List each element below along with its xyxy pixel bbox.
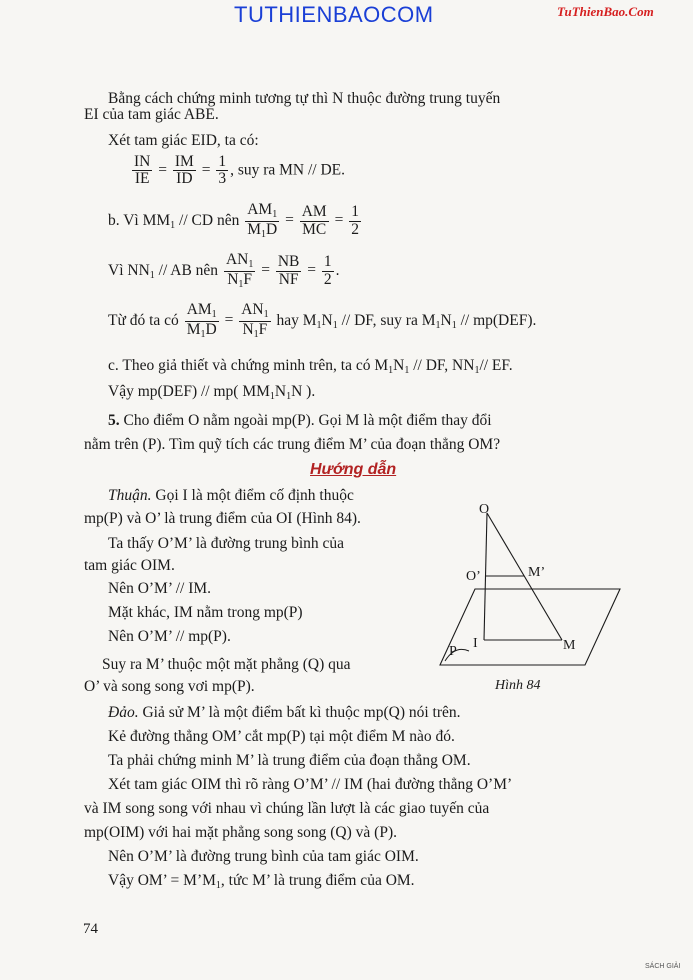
equation-4-line: Từ đó ta có $\frac{AM_1}{M_1D}$ = $\frac{AN_1}{N_1F}$ hay $M_1N_1$ // DF, suy ra $M_1N_1 // mp(DEF)$. xyxy=(108,301,537,340)
text-line: Mặt khác, IM nằm trong mp(P) xyxy=(108,604,303,621)
label-m-prime: M’ xyxy=(528,565,546,580)
label-o-prime: O’ xyxy=(466,569,481,584)
text-line: mp(P) và O’ là trung điểm của OI (Hình 84). xyxy=(84,510,361,527)
text-line: Vậy OM’ = $M’M_1$, tức M’ là trung điểm của OM. xyxy=(108,872,415,891)
text-line: Vậy mp(DEF) // mp( $MM_1N_1N$ ). xyxy=(108,383,316,402)
text-line: Nên O’M’ // IM. xyxy=(108,580,212,597)
text-line: Ta phải chứng minh M’ là trung điểm của đoạn thẳng OM. xyxy=(108,752,471,769)
label-p: P xyxy=(449,644,457,659)
text-line: O’ và song song vơi mp(P). xyxy=(84,678,255,695)
text-line: Thuận. Gọi I là một điểm cố định thuộc xyxy=(108,487,354,504)
text-line: Xét tam giác EID, ta có: xyxy=(108,132,259,149)
label-o: O xyxy=(479,502,490,517)
figure-84 xyxy=(435,495,635,695)
label-i: I xyxy=(473,636,478,651)
text-line: Đảo. Giả sử M’ là một điểm bất kì thuộc mp(Q) nói trên. xyxy=(108,704,461,721)
text-line: c. Theo giả thiết và chứng minh trên, ta có $M_1N_1$ // DF, $NN_1//$ EF. xyxy=(108,357,513,376)
brand-logo: TuThienBao.Com xyxy=(557,4,654,19)
figure-caption: Hình 84 xyxy=(495,678,541,693)
problem-5-line: 5. Cho điểm O nằm ngoài mp(P). Gọi M là một điểm thay đổi xyxy=(108,412,492,429)
text-line: Suy ra M’ thuộc một mặt phẳng (Q) qua xyxy=(102,656,351,673)
text-line: và IM song song với nhau vì chúng lần lượt là các giao tuyến của xyxy=(84,800,490,817)
text-line: Ta thấy O’M’ là đường trung bình của xyxy=(108,535,345,552)
text-line: Xét tam giác OIM thì rõ ràng O’M’ // IM (hai đường thẳng O’M’ xyxy=(108,776,513,793)
text-line: Nên O’M’ là đường trung bình của tam giác OIM. xyxy=(108,848,419,865)
equation-2-line: b. Vì $MM_1$ // CD nên $\frac{AM_1}{M_1D}$ = $\frac{AM}{MC}$ = $\frac{1}{2}$ xyxy=(108,201,359,240)
text-line: Kẻ đường thẳng OM’ cắt mp(P) tại một điểm M nào đó. xyxy=(108,728,455,745)
footer-logo: SÁCH GIẢI xyxy=(645,963,681,970)
equation-3-line: Vì $NN_1$ // AB nên $\frac{AN_1}{N_1F}$ = $\frac{NB}{NF}$ = $\frac{1}{2}$ . xyxy=(108,251,340,290)
text-line: tam giác OIM. xyxy=(84,557,175,574)
page-number: 74 xyxy=(83,921,98,937)
text-line: mp(OIM) với hai mặt phẳng song song (Q) và (P). xyxy=(84,824,397,841)
site-header: TUTHIENBAOCOM xyxy=(234,2,434,27)
text-line: Bằng cách chứng minh tương tự thì N thuộc đường trung tuyến xyxy=(108,90,501,107)
text-line: EI của tam giác ABE. xyxy=(84,106,219,123)
plane-p xyxy=(440,589,620,665)
equation-1: $\frac{IN}{IE}$ = $\frac{IM}{ID}$ = $\frac{1}{3}$ , suy ra MN // DE. xyxy=(134,153,346,188)
text-line: nằm trên (P). Tìm quỹ tích các trung điểm M’ của đoạn thẳng OM? xyxy=(84,436,501,453)
label-m: M xyxy=(563,638,576,653)
text-line: Nên O’M’ // mp(P). xyxy=(108,628,231,645)
guide-heading: Hướng dẫn xyxy=(310,461,397,478)
